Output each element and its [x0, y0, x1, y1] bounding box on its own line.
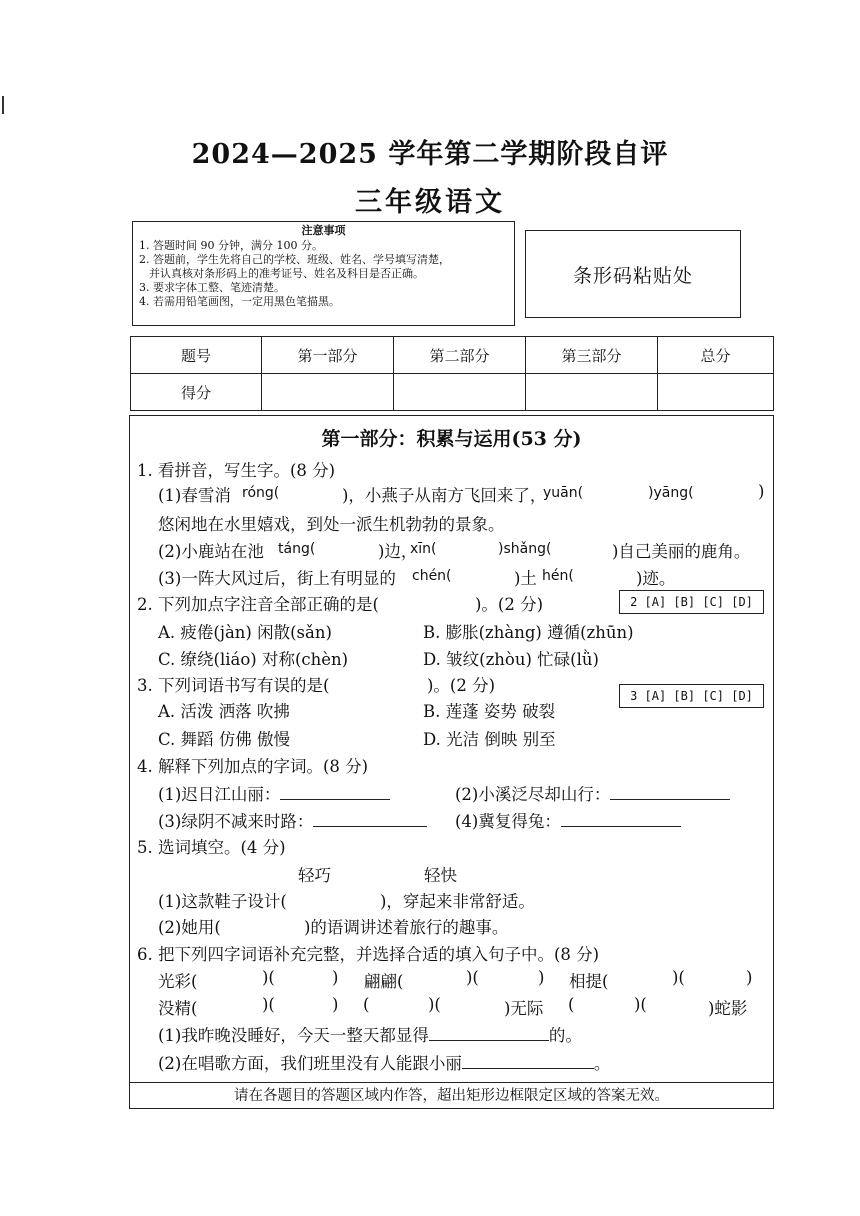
score-cell-total[interactable] [658, 374, 774, 411]
text: )。(2 分) [427, 676, 496, 695]
text: )( [634, 995, 647, 1014]
text: (1)这款鞋子设计( [158, 892, 287, 911]
text: 光彩( [158, 972, 198, 991]
text: (2)在唱歌方面，我们班里没有人能跟小丽 [158, 1054, 462, 1073]
text: ) [538, 968, 545, 987]
notice-item: 1. 答题时间 90 分钟，满分 100 分。 [139, 239, 323, 252]
answer-area-footer-note: 请在各题目的答题区域内作答，超出矩形边框限定区域的答案无效。 [129, 1082, 774, 1109]
text: (2)小鹿站在池 [158, 542, 264, 561]
text: )迹。 [636, 569, 676, 588]
text: )蛇影 [708, 999, 748, 1018]
pinyin: )yāng( [648, 485, 694, 501]
question-1-line-3 [158, 538, 773, 562]
text: (4)冀复得兔： [455, 812, 561, 831]
question-2-answer-box[interactable]: 2 [A] [B] [C] [D] [619, 590, 764, 614]
answer-blank[interactable] [313, 825, 427, 827]
question-2-stem [137, 591, 607, 615]
question-3-answer-box[interactable]: 3 [A] [B] [C] [D] [619, 684, 764, 708]
question-6-sentence-2 [158, 1050, 610, 1074]
text: ( [363, 995, 370, 1014]
text: (3)绿阴不减来时路： [158, 812, 314, 831]
notice-item: 并认真核对条形码上的准考证号、姓名及科目是否正确。 [149, 267, 424, 280]
question-1-line-1 [158, 482, 768, 506]
text: )( [672, 968, 685, 987]
question-1-stem: 1. 看拼音，写生字。(8 分) [137, 461, 336, 480]
pinyin: táng( [278, 541, 316, 557]
text: (1)我昨晚没睡好，今天一整天都显得 [158, 1026, 429, 1045]
pinyin: hén( [542, 568, 574, 584]
score-header-cell: 第二部分 [394, 337, 526, 374]
text: 3. 下列词语书写有误的是( [137, 676, 330, 695]
text: (2)小溪泛尽却山行： [455, 785, 611, 804]
score-table [130, 336, 774, 411]
question-4-item-1 [158, 781, 390, 805]
section-title: 第一部分：积累与运用(53 分) [321, 428, 582, 450]
word-option-2: 轻快 [424, 866, 457, 885]
text: 。 [593, 1054, 611, 1073]
question-3-option-c: C. 舞蹈 仿佛 傲慢 [158, 730, 291, 749]
text: )边， [378, 542, 418, 561]
notice-item: 2. 答题前，学生先将自己的学校、班级、姓名、学号填写清楚， [139, 253, 450, 266]
word-option-1: 轻巧 [298, 866, 331, 885]
pinyin: róng( [242, 485, 280, 501]
pinyin: chén( [412, 568, 452, 584]
exam-subtitle: 三年级语文 [355, 187, 505, 218]
text: (1)春雪消 [158, 486, 231, 505]
text: ) [332, 995, 339, 1014]
pinyin: xīn( [410, 541, 437, 557]
exam-title: 2024—2025 学年第二学期阶段自评 [191, 139, 669, 170]
question-5-stem: 5. 选词填空。(4 分) [137, 838, 286, 857]
question-2-option-c: C. 缭绕(liáo) 对称(chèn) [158, 650, 349, 669]
answer-blank[interactable] [610, 798, 730, 800]
text: 2. 下列加点字注音全部正确的是( [137, 595, 379, 614]
score-table-header-row [131, 337, 774, 374]
score-cell-part1[interactable] [262, 374, 394, 411]
text: )土 [514, 569, 537, 588]
question-5-sentence-2 [158, 914, 578, 938]
text: )。(2 分) [475, 595, 544, 614]
text: ) [746, 968, 753, 987]
text: )，穿起来非常舒适。 [380, 892, 535, 911]
question-4-item-3 [158, 808, 427, 832]
text: )( [466, 968, 479, 987]
text: )的语调讲述着旅行的趣事。 [304, 918, 509, 937]
score-row-label: 得分 [131, 374, 262, 411]
question-4-item-2 [455, 781, 730, 805]
question-6-row-2 [158, 995, 758, 1019]
text: )( [262, 995, 275, 1014]
pinyin: )shǎng( [498, 541, 552, 557]
text: 翩翩( [364, 972, 404, 991]
text: )( [428, 995, 441, 1014]
notice-box [132, 221, 515, 326]
question-3-option-b: B. 莲蓬 姿势 破裂 [423, 702, 556, 721]
score-cell-part3[interactable] [526, 374, 658, 411]
text: )( [262, 968, 275, 987]
text: )，小燕子从南方飞回来了， [342, 486, 547, 505]
question-4-item-4 [455, 808, 681, 832]
pinyin: yuān( [543, 485, 584, 501]
question-1-line-2: 悠闲地在水里嬉戏，到处一派生机勃勃的景象。 [158, 515, 505, 534]
score-header-cell: 题号 [131, 337, 262, 374]
question-6-stem: 6. 把下列四字词语补充完整，并选择合适的填入句子中。(8 分) [137, 945, 600, 964]
answer-blank[interactable] [280, 798, 390, 800]
text: (2)她用( [158, 918, 221, 937]
answer-blank[interactable] [462, 1067, 594, 1069]
answer-blank[interactable] [561, 825, 681, 827]
question-4-stem: 4. 解释下列加点的字词。(8 分) [137, 757, 369, 776]
notice-item: 4. 若需用铅笔画图，一定用黑色笔描黑。 [139, 295, 340, 308]
scan-edge-mark [2, 96, 4, 114]
score-header-cell: 第三部分 [526, 337, 658, 374]
question-2-option-b: B. 膨胀(zhàng) 遵循(zhūn) [423, 623, 634, 642]
score-table-score-row [131, 374, 774, 411]
text: )无际 [504, 999, 544, 1018]
question-5-sentence-1 [158, 888, 578, 912]
score-cell-part2[interactable] [394, 374, 526, 411]
text: 没精( [158, 999, 198, 1018]
question-2-option-d: D. 皱纹(zhòu) 忙碌(lǜ) [423, 650, 599, 669]
question-2-option-a: A. 疲倦(jàn) 闲散(sǎn) [158, 623, 332, 642]
question-3-stem [137, 672, 617, 696]
score-header-cell: 第一部分 [262, 337, 394, 374]
question-3-option-d: D. 光洁 倒映 别至 [423, 730, 556, 749]
text: )自己美丽的鹿角。 [612, 542, 751, 561]
notice-heading: 注意事项 [301, 224, 346, 237]
question-6-sentence-1 [158, 1022, 582, 1046]
answer-blank[interactable] [429, 1039, 549, 1041]
question-1-line-4 [158, 565, 718, 589]
question-6-row-1 [158, 968, 758, 992]
notice-item: 3. 要求字体工整、笔迹清楚。 [139, 281, 285, 294]
text: (1)迟日江山丽： [158, 785, 281, 804]
barcode-area [525, 230, 741, 318]
text: ) [332, 968, 339, 987]
text: 相提( [569, 972, 609, 991]
barcode-label: 条形码粘贴处 [572, 264, 693, 287]
text: ( [568, 995, 575, 1014]
text: ) [758, 482, 765, 501]
text: (3)一阵大风过后，街上有明显的 [158, 569, 396, 588]
question-3-option-a: A. 活泼 洒落 吹拂 [158, 702, 290, 721]
text: 的。 [548, 1026, 582, 1045]
score-header-cell: 总分 [658, 337, 774, 374]
